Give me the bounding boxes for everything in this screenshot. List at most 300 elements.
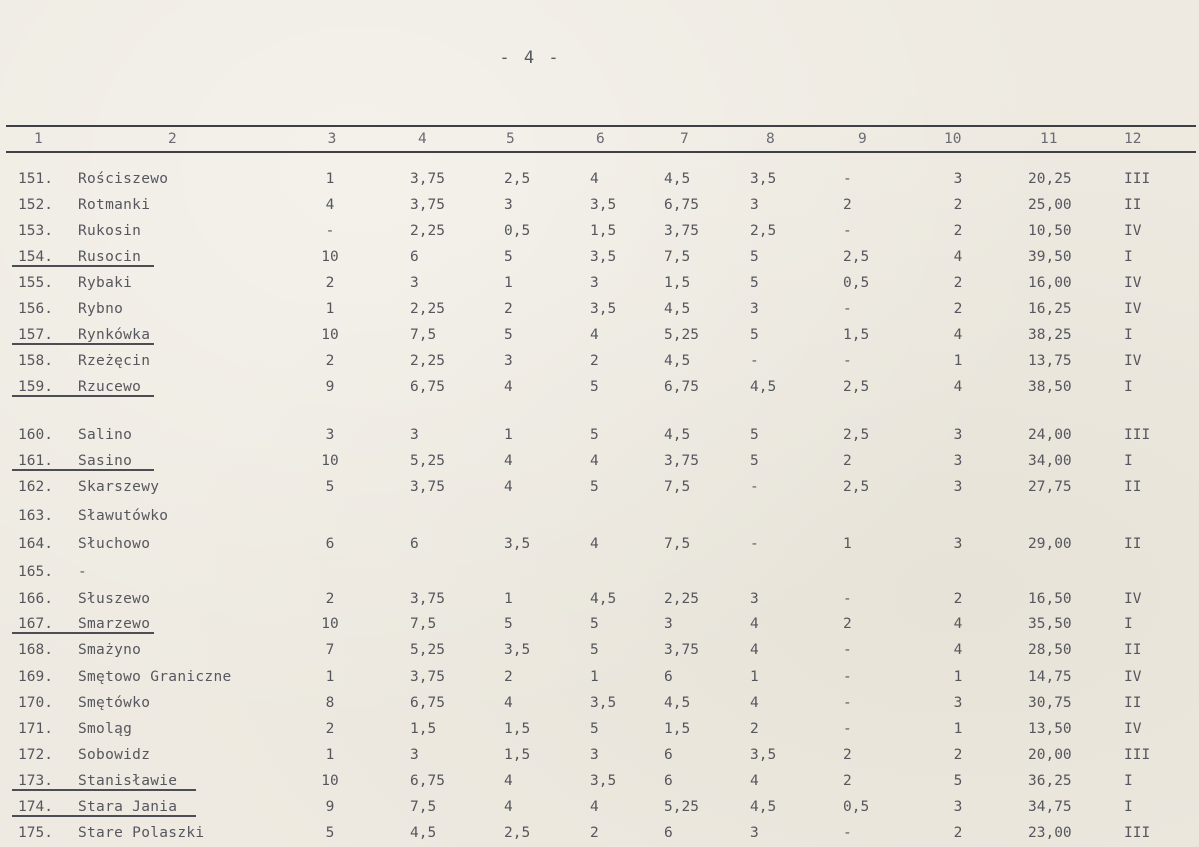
class-rank: II (1124, 536, 1142, 552)
value-col-6: 3,5 (590, 695, 617, 711)
value-col-4: 3 (410, 275, 419, 291)
value-col-8: 1 (750, 669, 759, 685)
value-col-10: 1 (953, 721, 963, 737)
value-col-4: 6,75 (410, 695, 445, 711)
value-col-4: 3,75 (410, 669, 445, 685)
table-row (0, 220, 1199, 242)
value-col-7: 7,5 (664, 536, 691, 552)
value-col-8: 3 (750, 591, 759, 607)
value-col-5: 3,5 (504, 536, 531, 552)
value-col-9: 2 (843, 616, 852, 632)
value-col-8: 4 (750, 695, 759, 711)
value-col-10: 3 (953, 799, 963, 815)
value-col-6: 4,5 (590, 591, 617, 607)
total-score: 16,25 (1028, 301, 1072, 317)
value-col-3: 10 (321, 453, 339, 469)
value-col-8: - (750, 479, 759, 495)
value-col-5: 4 (504, 695, 513, 711)
column-header: 8 (766, 131, 775, 147)
total-score: 23,00 (1028, 825, 1072, 841)
value-col-8: 2 (750, 721, 759, 737)
place-name: - (78, 564, 88, 580)
value-col-4: 6 (410, 536, 419, 552)
place-name: Rukosin (78, 223, 142, 239)
value-col-3: 4 (325, 197, 335, 213)
class-rank: IV (1124, 223, 1142, 239)
place-name: Rynkówka (78, 327, 151, 343)
value-col-7: 4,5 (664, 171, 691, 187)
value-col-5: 5 (504, 249, 513, 265)
value-col-7: 6,75 (664, 197, 699, 213)
class-rank: III (1124, 171, 1151, 187)
value-col-7: 5,25 (664, 799, 699, 815)
value-col-10: 4 (953, 642, 963, 658)
value-col-6: 5 (590, 379, 599, 395)
value-col-6: 5 (590, 427, 599, 443)
total-score: 20,00 (1028, 747, 1072, 763)
value-col-7: 6 (664, 773, 673, 789)
column-header: 4 (418, 131, 427, 147)
value-col-6: 4 (590, 327, 599, 343)
total-score: 35,50 (1028, 616, 1072, 632)
value-col-5: 0,5 (504, 223, 531, 239)
value-col-8: 3 (750, 197, 759, 213)
handwritten-underline (12, 632, 154, 634)
place-name: Stanisławie (78, 773, 178, 789)
value-col-7: 4,5 (664, 695, 691, 711)
total-score: 38,25 (1028, 327, 1072, 343)
value-col-8: 4,5 (750, 379, 777, 395)
place-name: Smętówko (78, 695, 151, 711)
value-col-8: 3,5 (750, 171, 777, 187)
place-name: Smętowo Graniczne (78, 669, 232, 685)
value-col-10: 4 (953, 249, 963, 265)
class-rank: II (1124, 479, 1142, 495)
value-col-8: 3 (750, 301, 759, 317)
place-name: Smażyno (78, 642, 142, 658)
row-number: 170. (18, 695, 53, 711)
value-col-8: 4 (750, 773, 759, 789)
value-col-7: 6 (664, 747, 673, 763)
handwritten-underline (12, 789, 196, 791)
value-col-10: 1 (953, 353, 963, 369)
value-col-4: 2,25 (410, 353, 445, 369)
value-col-8: 4 (750, 642, 759, 658)
total-score: 34,75 (1028, 799, 1072, 815)
total-score: 13,50 (1028, 721, 1072, 737)
class-rank: III (1124, 747, 1151, 763)
value-col-9: - (843, 695, 852, 711)
table-row (0, 476, 1199, 498)
value-col-7: 6 (664, 825, 673, 841)
place-name: Rzeżęcin (78, 353, 151, 369)
value-col-9: 1 (843, 536, 852, 552)
value-col-10: 2 (953, 275, 963, 291)
row-number: 175. (18, 825, 53, 841)
value-col-5: 5 (504, 616, 513, 632)
class-rank: III (1124, 825, 1151, 841)
value-col-3: 10 (321, 327, 339, 343)
value-col-6: 5 (590, 479, 599, 495)
value-col-7: 6 (664, 669, 673, 685)
class-rank: IV (1124, 353, 1142, 369)
row-number: 161. (18, 453, 53, 469)
table-header-row (0, 128, 1199, 150)
total-score: 16,50 (1028, 591, 1072, 607)
value-col-8: 4 (750, 616, 759, 632)
value-col-3: 2 (325, 353, 335, 369)
value-col-6: 3,5 (590, 773, 617, 789)
row-number: 165. (18, 564, 53, 580)
value-col-9: 2,5 (843, 249, 870, 265)
place-name: Rotmanki (78, 197, 151, 213)
value-col-10: 2 (953, 301, 963, 317)
class-rank: I (1124, 773, 1133, 789)
total-score: 34,00 (1028, 453, 1072, 469)
value-col-5: 4 (504, 479, 513, 495)
place-name: Rusocin (78, 249, 142, 265)
value-col-9: - (843, 721, 852, 737)
value-col-9: 2,5 (843, 379, 870, 395)
value-col-5: 2 (504, 669, 513, 685)
value-col-4: 3 (410, 747, 419, 763)
value-col-6: 1 (590, 669, 599, 685)
value-col-10: 3 (953, 695, 963, 711)
value-col-6: 5 (590, 642, 599, 658)
value-col-8: 3,5 (750, 747, 777, 763)
value-col-3: 10 (321, 773, 339, 789)
handwritten-underline (12, 395, 154, 397)
row-number: 168. (18, 642, 53, 658)
value-col-9: - (843, 171, 852, 187)
column-header: 2 (168, 131, 178, 147)
value-col-5: 3 (504, 197, 513, 213)
value-col-4: 3,75 (410, 591, 445, 607)
value-col-9: 0,5 (843, 799, 870, 815)
value-col-3: 10 (321, 249, 339, 265)
value-col-4: 3,75 (410, 479, 445, 495)
row-number: 167. (18, 616, 53, 632)
total-score: 30,75 (1028, 695, 1072, 711)
column-header: 1 (34, 131, 43, 147)
column-header: 5 (506, 131, 515, 147)
value-col-4: 3,75 (410, 197, 445, 213)
value-col-7: 4,5 (664, 427, 691, 443)
table-row (0, 450, 1199, 472)
row-number: 169. (18, 669, 53, 685)
value-col-6: 4 (590, 453, 599, 469)
table-row (0, 272, 1199, 294)
table-row (0, 533, 1199, 555)
value-col-6: 2 (590, 353, 599, 369)
row-number: 163. (18, 508, 53, 524)
total-score: 27,75 (1028, 479, 1072, 495)
value-col-5: 2 (504, 301, 513, 317)
value-col-6: 3,5 (590, 197, 617, 213)
value-col-8: - (750, 536, 759, 552)
value-col-9: 2 (843, 453, 852, 469)
column-header: 10 (944, 131, 962, 147)
class-rank: I (1124, 453, 1133, 469)
value-col-9: 2 (843, 773, 852, 789)
class-rank: IV (1124, 301, 1142, 317)
value-col-6: 1,5 (590, 223, 617, 239)
value-col-4: 6,75 (410, 773, 445, 789)
place-name: Stare Polaszki (78, 825, 205, 841)
place-name: Rościszewo (78, 171, 169, 187)
value-col-9: - (843, 301, 852, 317)
value-col-8: 5 (750, 453, 759, 469)
value-col-8: - (750, 353, 759, 369)
row-number: 173. (18, 773, 53, 789)
class-rank: IV (1124, 721, 1142, 737)
table-row (0, 744, 1199, 766)
column-header: 6 (596, 131, 605, 147)
row-number: 171. (18, 721, 53, 737)
value-col-3: 8 (325, 695, 335, 711)
value-col-5: 3 (504, 353, 513, 369)
class-rank: IV (1124, 275, 1142, 291)
total-score: 10,50 (1028, 223, 1072, 239)
value-col-9: - (843, 353, 852, 369)
value-col-7: 7,5 (664, 479, 691, 495)
value-col-10: 3 (953, 171, 963, 187)
value-col-4: 2,25 (410, 301, 445, 317)
class-rank: I (1124, 249, 1133, 265)
value-col-7: 5,25 (664, 327, 699, 343)
place-name: Sobowidz (78, 747, 151, 763)
value-col-9: - (843, 825, 852, 841)
total-score: 28,50 (1028, 642, 1072, 658)
value-col-9: 1,5 (843, 327, 870, 343)
handwritten-underline (12, 265, 154, 267)
total-score: 29,00 (1028, 536, 1072, 552)
value-col-10: 3 (953, 479, 963, 495)
class-rank: I (1124, 799, 1133, 815)
value-col-10: 2 (953, 197, 963, 213)
value-col-5: 1,5 (504, 747, 531, 763)
value-col-5: 5 (504, 327, 513, 343)
table-top-rule (6, 125, 1196, 127)
value-col-9: - (843, 591, 852, 607)
value-col-8: 5 (750, 327, 759, 343)
table-row (0, 298, 1199, 320)
class-rank: I (1124, 379, 1133, 395)
value-col-6: 3,5 (590, 301, 617, 317)
total-score: 25,00 (1028, 197, 1072, 213)
column-header: 9 (858, 131, 867, 147)
value-col-4: 7,5 (410, 799, 437, 815)
value-col-9: 2 (843, 747, 852, 763)
place-name: Smoląg (78, 721, 133, 737)
value-col-4: 7,5 (410, 327, 437, 343)
row-number: 164. (18, 536, 53, 552)
row-number: 154. (18, 249, 53, 265)
class-rank: II (1124, 197, 1142, 213)
class-rank: I (1124, 616, 1133, 632)
value-col-8: 5 (750, 427, 759, 443)
value-col-9: 0,5 (843, 275, 870, 291)
row-number: 152. (18, 197, 53, 213)
row-number: 156. (18, 301, 53, 317)
value-col-4: 6,75 (410, 379, 445, 395)
table-row (0, 822, 1199, 844)
table-row (0, 350, 1199, 372)
row-number: 160. (18, 427, 53, 443)
table-row (0, 692, 1199, 714)
table-row (0, 588, 1199, 610)
value-col-6: 3 (590, 747, 599, 763)
table-row (0, 770, 1199, 792)
handwritten-underline (12, 343, 154, 345)
place-name: Słuszewo (78, 591, 151, 607)
value-col-8: 5 (750, 275, 759, 291)
row-number: 157. (18, 327, 53, 343)
value-col-4: 3,75 (410, 171, 445, 187)
value-col-4: 4,5 (410, 825, 437, 841)
row-number: 153. (18, 223, 53, 239)
value-col-5: 1 (504, 427, 513, 443)
value-col-10: 3 (953, 427, 963, 443)
class-rank: III (1124, 427, 1151, 443)
row-number: 155. (18, 275, 53, 291)
value-col-6: 2 (590, 825, 599, 841)
table-row (0, 561, 1199, 583)
value-col-5: 2,5 (504, 825, 531, 841)
class-rank: I (1124, 327, 1133, 343)
value-col-8: 5 (750, 249, 759, 265)
row-number: 151. (18, 171, 53, 187)
value-col-3: 1 (325, 669, 335, 685)
table-row (0, 796, 1199, 818)
value-col-5: 4 (504, 799, 513, 815)
value-col-10: 1 (953, 669, 963, 685)
table-row (0, 168, 1199, 190)
value-col-10: 3 (953, 453, 963, 469)
value-col-6: 5 (590, 616, 599, 632)
value-col-10: 4 (953, 379, 963, 395)
total-score: 39,50 (1028, 249, 1072, 265)
value-col-9: 2,5 (843, 427, 870, 443)
value-col-9: - (843, 642, 852, 658)
value-col-3: 9 (325, 379, 335, 395)
column-header: 7 (680, 131, 689, 147)
value-col-9: - (843, 669, 852, 685)
value-col-5: 2,5 (504, 171, 531, 187)
value-col-5: 1,5 (504, 721, 531, 737)
value-col-7: 3,75 (664, 223, 699, 239)
value-col-5: 4 (504, 453, 513, 469)
place-name: Słuchowo (78, 536, 151, 552)
value-col-10: 2 (953, 223, 963, 239)
value-col-4: 5,25 (410, 453, 445, 469)
table-row (0, 194, 1199, 216)
value-col-9: 2,5 (843, 479, 870, 495)
value-col-10: 2 (953, 591, 963, 607)
value-col-3: 1 (325, 301, 335, 317)
row-number: 172. (18, 747, 53, 763)
value-col-7: 1,5 (664, 275, 691, 291)
row-number: 162. (18, 479, 53, 495)
place-name: Stara Jania (78, 799, 178, 815)
total-score: 38,50 (1028, 379, 1072, 395)
column-header: 3 (327, 131, 337, 147)
table-row (0, 666, 1199, 688)
value-col-3: 2 (325, 275, 335, 291)
total-score: 16,00 (1028, 275, 1072, 291)
value-col-3: 5 (325, 479, 335, 495)
value-col-9: 2 (843, 197, 852, 213)
value-col-6: 3 (590, 275, 599, 291)
handwritten-underline (12, 815, 196, 817)
place-name: Rybaki (78, 275, 133, 291)
row-number: 174. (18, 799, 53, 815)
column-header: 11 (1040, 131, 1058, 147)
class-rank: II (1124, 642, 1142, 658)
place-name: Sasino (78, 453, 133, 469)
place-name: Salino (78, 427, 133, 443)
table-row (0, 246, 1199, 268)
value-col-4: 6 (410, 249, 419, 265)
value-col-5: 4 (504, 773, 513, 789)
value-col-3: 9 (325, 799, 335, 815)
total-score: 36,25 (1028, 773, 1072, 789)
value-col-10: 2 (953, 747, 963, 763)
value-col-8: 2,5 (750, 223, 777, 239)
value-col-3: 10 (321, 616, 339, 632)
row-number: 159. (18, 379, 53, 395)
table-row (0, 718, 1199, 740)
table-row (0, 424, 1199, 446)
place-name: Skarszewy (78, 479, 160, 495)
value-col-6: 4 (590, 171, 599, 187)
value-col-4: 3 (410, 427, 419, 443)
value-col-5: 4 (504, 379, 513, 395)
place-name: Rybno (78, 301, 124, 317)
value-col-5: 1 (504, 591, 513, 607)
place-name: Smarzewo (78, 616, 151, 632)
row-number: 166. (18, 591, 53, 607)
class-rank: II (1124, 695, 1142, 711)
value-col-8: 4,5 (750, 799, 777, 815)
value-col-3: - (325, 223, 335, 239)
value-col-4: 1,5 (410, 721, 437, 737)
value-col-4: 2,25 (410, 223, 445, 239)
value-col-3: 2 (325, 721, 335, 737)
value-col-3: 6 (325, 536, 335, 552)
total-score: 14,75 (1028, 669, 1072, 685)
page-number: - 4 - (499, 48, 561, 68)
value-col-7: 6,75 (664, 379, 699, 395)
value-col-6: 5 (590, 721, 599, 737)
value-col-9: - (843, 223, 852, 239)
class-rank: IV (1124, 591, 1142, 607)
value-col-7: 4,5 (664, 301, 691, 317)
place-name: Rzucewo (78, 379, 142, 395)
value-col-6: 3,5 (590, 249, 617, 265)
value-col-10: 3 (953, 536, 963, 552)
value-col-4: 7,5 (410, 616, 437, 632)
value-col-4: 5,25 (410, 642, 445, 658)
value-col-3: 2 (325, 591, 335, 607)
value-col-3: 1 (325, 171, 335, 187)
column-header: 12 (1124, 131, 1142, 147)
value-col-3: 7 (325, 642, 335, 658)
value-col-7: 3,75 (664, 453, 699, 469)
value-col-7: 3 (664, 616, 673, 632)
row-number: 158. (18, 353, 53, 369)
value-col-5: 3,5 (504, 642, 531, 658)
